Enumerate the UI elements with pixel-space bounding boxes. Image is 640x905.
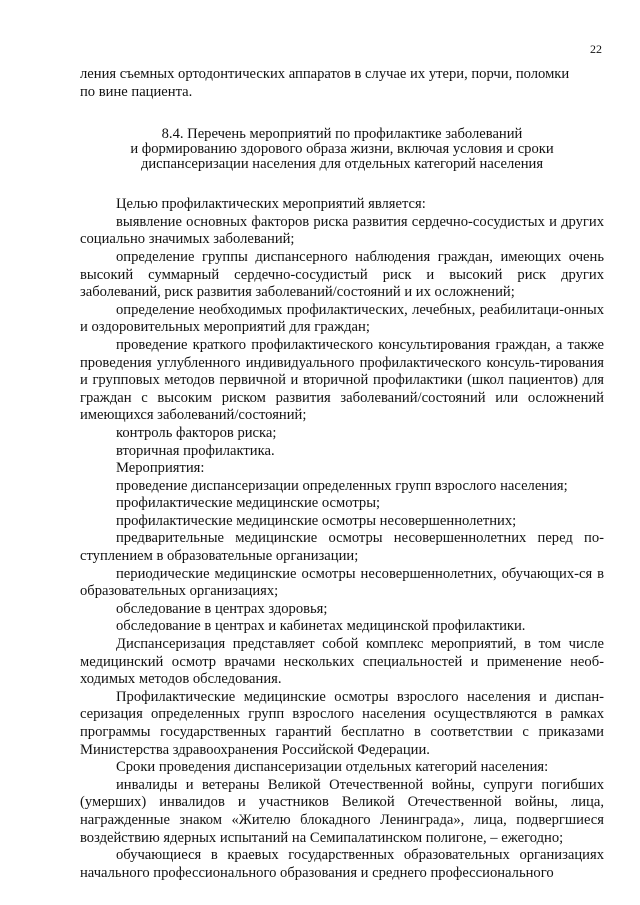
section-heading xyxy=(80,127,604,172)
heading-line: диспансеризации населения для отдельных категорий населения xyxy=(140,156,544,173)
intro-text xyxy=(80,66,604,101)
paragraph: контроль факторов риска; xyxy=(116,424,277,441)
paragraph: Диспансеризация представляет собой комплекс мероприятий, в том числе медицинский осмотр врачами нескольких специальностей и применение необ-ходимых методов обследования. xyxy=(80,636,604,688)
paragraph: проведение краткого профилактического консультирования граждан, а также проведения углубленного индивидуального профилактического консуль-тирования и групповых методов первичной и вторичной профилактики (школ пациентов) для граждан с высоким риском развития заболеваний/состояний или осложнений имеющихся заболеваний/состояний; xyxy=(80,336,604,424)
paragraph: обследование в центрах и кабинетах медицинской профилактики. xyxy=(116,618,526,635)
page-number: 22 xyxy=(590,42,602,56)
paragraph: выявление основных факторов риска развития сердечно-сосудистых и других социально значимых заболеваний; xyxy=(80,213,604,248)
paragraph: проведение диспансеризации определенных групп взрослого населения; xyxy=(116,477,568,494)
heading-line: и формированию здорового образа жизни, включая условия и сроки xyxy=(130,141,554,158)
paragraph: Профилактические медицинские осмотры взрослого населения и диспан-серизация определенных групп взрослого населения осуществляются в рамках программы государственных гарантий бесплатно в соответствии с приказами Министерства здравоохранения Российской Федерации. xyxy=(80,688,604,758)
paragraph: обследование в центрах здоровья; xyxy=(116,600,328,617)
paragraph: определение группы диспансерного наблюдения граждан, имеющих очень высокий суммарный сердечно-сосудистый риск и высокий риск других заболеваний, риск развития заболеваний/состояний и их осложнений; xyxy=(80,248,604,301)
paragraph: вторичная профилактика. xyxy=(116,442,275,459)
paragraph: Целью профилактических мероприятий является: xyxy=(116,196,426,213)
paragraph: профилактические медицинские осмотры; xyxy=(116,495,381,512)
paragraph: инвалиды и ветераны Великой Отечественной войны, супруги погибших (умерших) инвалидов и участников Великой Отечественной войны, лица, награжденные знаком «Жителю блокадного Ленинграда», лица, подвергшиеся воздействию ядерных испытаний на Семипалатинском полигоне, – ежегодно; xyxy=(80,776,604,846)
paragraph: обучающиеся в краевых государственных образовательных организациях начального профессионального образования и среднего профессионального xyxy=(80,847,604,881)
paragraph: периодические медицинские осмотры несовершеннолетних, обучающих-ся в образовательных организациях; xyxy=(80,565,604,600)
section-text xyxy=(80,196,604,882)
paragraph: Сроки проведения диспансеризации отдельных категорий населения: xyxy=(116,759,549,776)
paragraph: профилактические медицинские осмотры несовершеннолетних; xyxy=(116,512,517,529)
intro-line: по вине пациента. xyxy=(80,83,193,100)
document-body xyxy=(80,66,604,882)
heading-line: 8.4. Перечень мероприятий по профилактике заболеваний xyxy=(161,126,523,143)
paragraph: определение необходимых профилактических, лечебных, реабилитаци-онных и оздоровительных мероприятий для граждан; xyxy=(80,301,604,336)
intro-line: ления съемных ортодонтических аппаратов в случае их утери, порчи, поломки xyxy=(80,66,570,82)
paragraph: предварительные медицинские осмотры несовершеннолетних перед по-ступлением в образовательные организации; xyxy=(80,530,604,565)
paragraph: Мероприятия: xyxy=(116,460,205,477)
